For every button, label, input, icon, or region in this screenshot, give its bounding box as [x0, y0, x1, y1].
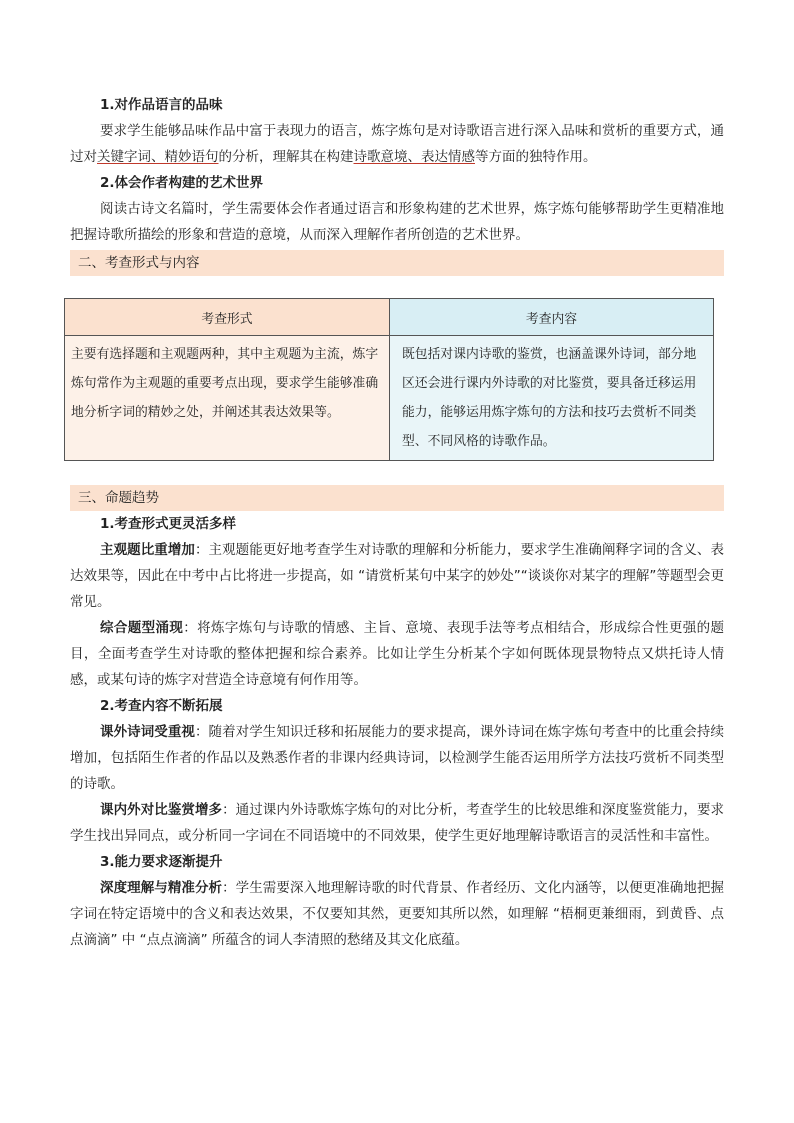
table-header-content: 考查内容 — [390, 299, 714, 336]
section-bar-trends: 三、命题趋势 — [70, 485, 724, 511]
underlined-phrase: 关键字词、精妙语句 — [97, 149, 219, 165]
lead-term: 主观题比重增加 — [100, 542, 195, 558]
section-bar-form-content: 二、考查形式与内容 — [70, 250, 724, 276]
paragraph-composite-questions — [70, 615, 724, 693]
paragraph-extracurricular-poems — [70, 719, 724, 797]
paragraph-subjective-increase — [70, 537, 724, 615]
paragraph-art-world: 阅读古诗文名篇时，学生需要体会作者通过语言和形象构建的艺术世界，炼字炼句能够帮助学生更精准地把握诗歌所描绘的形象和营造的意境，从而深入理解作者所创造的艺术世界。 — [70, 201, 724, 243]
heading-ability-requirements: 3.能力要求逐渐提升 — [100, 854, 223, 870]
table-cell-form: 主要有选择题和主观题两种，其中主观题为主流，炼字炼句常作为主观题的重要考点出现，要求学生能够准确地分析字词的精妙之处，并阐述其表达效果等。 — [65, 336, 390, 461]
heading-expanding-content: 2.考查内容不断拓展 — [100, 698, 223, 714]
text-run: 要求学生能够品味作品中富于表现力的语言，炼字炼句是对诗歌语言进行深入品味和赏析的重要方式，通过对 — [70, 123, 724, 165]
heading-flexible-forms: 1.考查形式更灵活多样 — [100, 516, 237, 532]
paragraph-comparative-appreciation — [70, 797, 724, 849]
lead-term: 深度理解与精准分析 — [100, 880, 223, 896]
table-cell-content: 既包括对课内诗歌的鉴赏，也涵盖课外诗词，部分地区还会进行课内外诗歌的对比鉴赏，要具备迁移运用能力，能够运用炼字炼句的方法和技巧去赏析不同类型、不同风格的诗歌作品。 — [390, 336, 714, 461]
underlined-phrase: 诗歌意境、表达情感 — [353, 149, 475, 165]
table-row — [65, 336, 714, 461]
text-run: ：将炼字炼句与诗歌的情感、主旨、意境、表现手法等考点相结合，形成综合性更强的题目，全面考查学生对诗歌的整体把握和综合素养。比如让学生分析某个字如何既体现景物特点又烘托诗人情感，或某句诗的炼字对营造全诗意境有何作用等。 — [70, 620, 724, 688]
lead-term: 综合题型涌现 — [100, 620, 184, 636]
form-content-table — [64, 298, 714, 461]
paragraph-language-appreciation — [70, 118, 724, 170]
text-run: ：通过课内外诗歌炼字炼句的对比分析，考查学生的比较思维和深度鉴赏能力，要求学生找出异同点，或分析同一字词在不同语境中的不同效果，使学生更好地理解诗歌语言的灵活性和丰富性。 — [70, 802, 725, 844]
paragraph-deep-understanding — [70, 875, 724, 953]
lead-term: 课内外对比鉴赏增多 — [100, 802, 223, 818]
heading-art-world: 2.体会作者构建的艺术世界 — [100, 175, 264, 191]
text-run: ：学生需要深入地理解诗歌的时代背景、作者经历、文化内涵等，以便更准确地把握字词在特定语境中的含义和表达效果，不仅要知其然，更要知其所以然，如理解 “梧桐更兼细雨，到黄昏、点点滴滴” 中 “点点滴滴” 所蕴含的词人李清照的愁绪及其文化底蕴。 — [70, 880, 725, 948]
text-run: 等方面的独特作用。 — [475, 149, 597, 165]
text-run: ：主观题能更好地考查学生对诗歌的理解和分析能力，要求学生准确阐释字词的含义、表达效果等，因此在中考中占比将进一步提高，如 “请赏析某句中某字的妙处”“谈谈你对某字的理解”等题型会更常见。 — [70, 542, 725, 610]
lead-term: 课外诗词受重视 — [100, 724, 195, 740]
table-header-row — [65, 299, 714, 336]
table-header-form: 考查形式 — [65, 299, 390, 336]
document-content — [70, 92, 724, 953]
heading-language-appreciation: 1.对作品语言的品味 — [100, 97, 223, 113]
text-run: 的分析，理解其在构建 — [218, 149, 354, 165]
text-run: ：随着对学生知识迁移和拓展能力的要求提高，课外诗词在炼字炼句考查中的比重会持续增加，包括陌生作者的作品以及熟悉作者的非课内经典诗词，以检测学生能否运用所学方法技巧赏析不同类型的诗歌。 — [70, 724, 725, 792]
